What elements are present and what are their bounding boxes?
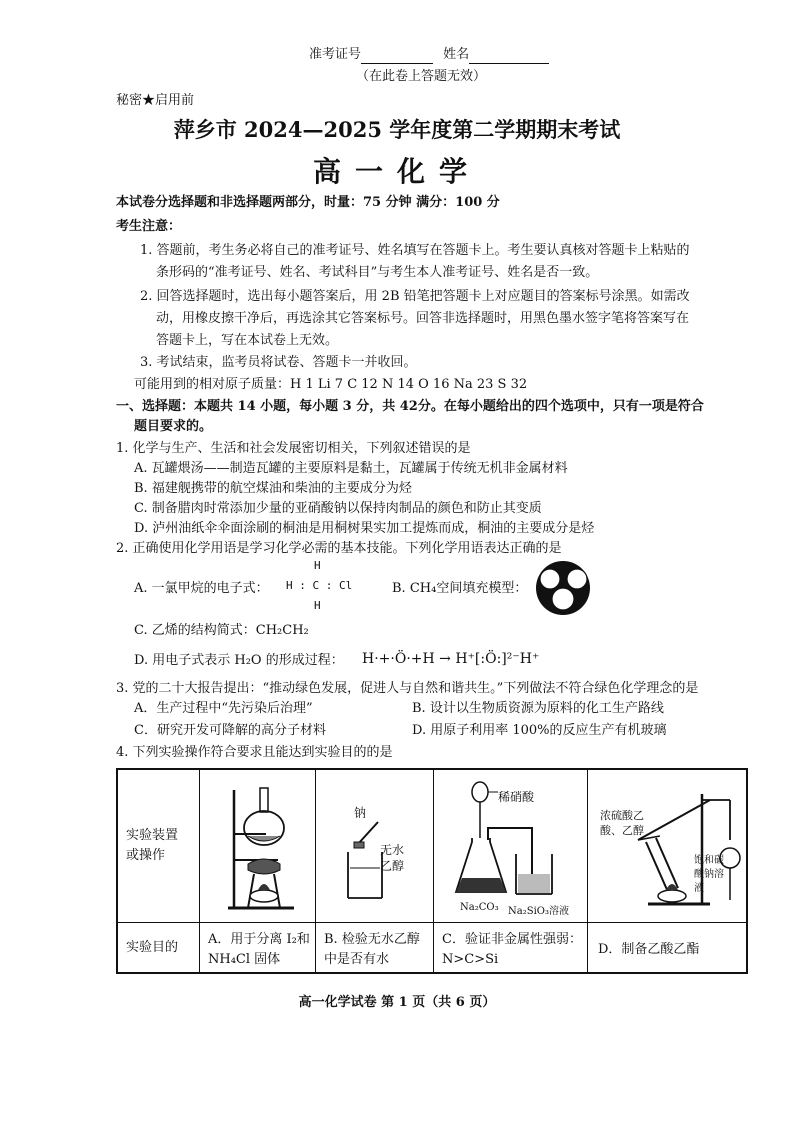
q4-stem: 4. 下列实验操作符合要求且能达到实验目的的是 — [116, 745, 393, 760]
atomic-mass: 可能用到的相对原子质量：H 1 Li 7 C 12 N 14 O 16 Na 23 S 32 — [134, 377, 528, 392]
lewis-structure-ch3cl — [272, 558, 362, 614]
q3-stem: 3. 党的二十大报告提出：“推动绿色发展，促进人与自然和谐共生。”下列做法不符合绿色化学理念的是 — [116, 681, 699, 696]
lewis-row: H : C : Cl — [286, 579, 353, 592]
q1-stem: 1. 化学与生产、生活和社会发展密切相关，下列叙述错误的是 — [116, 441, 471, 456]
h2o-formation: H·+·Ö·+H → H⁺[:Ö:]²⁻H⁺ — [362, 651, 540, 667]
q2-option-a: A. 一氯甲烷的电子式： — [134, 581, 269, 596]
apparatus-c-diagram — [450, 774, 580, 900]
exam-id-label: 准考证号 — [309, 47, 362, 62]
label-na2sio3: Na₂SiO₃溶液 — [508, 906, 569, 917]
q3-option-c: C．研究开发可降解的高分子材料 — [134, 723, 326, 738]
q3-option-a: A．生产过程中“先污染后治理” — [134, 701, 313, 716]
section1-heading: 一、选择题：本题共 14 小题，每小题 3 分，共 42分。在每小题给出的四个选项中，只有一项是符合 — [116, 399, 704, 414]
apparatus-d-diagram — [598, 780, 744, 912]
q1-option-a: A. 瓦罐煨汤——制造瓦罐的主要原料是黏土，瓦罐属于传统无机非金属材料 — [134, 461, 568, 476]
label-sodium: 钠 — [354, 806, 367, 820]
q3-option-b: B. 设计以生物质资源为原料的化工生产路线 — [412, 701, 664, 716]
note-2b: 动，用橡皮擦干净后，再选涂其它答案标号。回答非选择题时，用黑色墨水签字笔将答案写在 — [156, 311, 690, 326]
q1-option-c: C. 制备腊肉时常添加少量的亚硝酸钠以保持肉制品的颜色和防止其变质 — [134, 501, 542, 516]
purpose-b: B. 检验无水乙醇中是否有水 — [324, 932, 420, 967]
hydrogen-atom-2 — [567, 569, 587, 589]
hydrogen-atom-1 — [540, 569, 560, 589]
q3-option-d: D. 用原子利用率 100%的反应生产有机玻璃 — [412, 723, 667, 738]
exam-id-blank — [361, 49, 433, 64]
q2-option-d: D. 用电子式表示 H₂O 的形成过程： — [134, 653, 344, 668]
q1-option-d: D. 泸州油纸伞伞面涂刷的桐油是用桐树果实加工提炼而成，桐油的主要成分是烃 — [134, 521, 595, 536]
note-1a: 1. 答题前，考生务必将自己的准考证号、姓名填写在答题卡上。考生要认真核对答题卡上粘贴的 — [140, 243, 690, 258]
page-footer: 高一化学试卷 第 1 页（共 6 页） — [298, 995, 496, 1010]
note-2c: 答题卡上，写在本试卷上无效。 — [156, 333, 339, 348]
label-reagents: 浓硫酸乙酸、乙醇 — [600, 809, 644, 837]
answer-notice: （在此卷上答题无效） — [356, 69, 487, 84]
row2-label: 实验目的 — [126, 940, 179, 955]
label-dilute-nitric-acid: 稀硝酸 — [498, 790, 535, 804]
notes-title: 考生注意： — [116, 219, 182, 234]
apparatus-a-diagram — [218, 780, 304, 918]
purpose-a: A．用于分离 I₂和 NH₄Cl 固体 — [208, 932, 310, 967]
q2-option-b: B. CH₄空间填充模型： — [392, 581, 528, 596]
section1-heading-cont: 题目要求的。 — [134, 419, 213, 434]
hydrogen-atom-3 — [552, 588, 574, 610]
secret-mark: 秘密★启用前 — [116, 93, 195, 108]
q2-option-c: C. 乙烯的结构简式：CH₂CH₂ — [134, 623, 309, 638]
q1-option-b: B. 福建舰携带的航空煤油和柴油的主要成分为烃 — [134, 481, 412, 496]
apparatus-b-diagram — [338, 818, 388, 902]
note-2a: 2. 回答选择题时，选出每小题答案后，用 2B 铅笔把答题卡上对应题目的答案标号涂黑。如需改 — [140, 289, 690, 304]
experiment-table — [116, 768, 748, 974]
purpose-c: C．验证非金属性强弱：N>C>Si — [442, 932, 582, 967]
row1-label: 实验装置或操作 — [126, 828, 179, 863]
purpose-d: D．制备乙酸乙酯 — [598, 942, 700, 957]
name-label: 姓名 — [443, 47, 470, 62]
lewis-h-bottom: H — [314, 599, 321, 612]
ch4-space-filling-model — [530, 558, 596, 618]
label-na2co3-solution: 饱和碳酸钠溶液 — [694, 855, 724, 894]
q2-stem: 2. 正确使用化学用语是学习化学必需的基本技能。下列化学用语表达正确的是 — [116, 541, 562, 556]
subject-title: 高一化学 — [312, 155, 481, 188]
label-anhydrous-ethanol: 无水乙醇 — [380, 843, 405, 873]
exam-info: 本试卷分选择题和非选择题两部分，时量：75 分钟 满分：100 分 — [116, 195, 500, 210]
label-na2co3: Na₂CO₃ — [460, 902, 499, 913]
note-3: 3. 考试结束，监考员将试卷、答题卡一并收回。 — [140, 355, 417, 370]
lewis-h-top: H — [314, 559, 321, 572]
exam-id-field — [309, 46, 549, 64]
note-1b: 条形码的“准考证号、姓名、考试科目”与考生本人准考证号、姓名是否一致。 — [156, 265, 599, 280]
name-blank — [469, 49, 549, 64]
exam-title: 萍乡市 2024—2025 学年度第二学期期末考试 — [173, 117, 621, 142]
